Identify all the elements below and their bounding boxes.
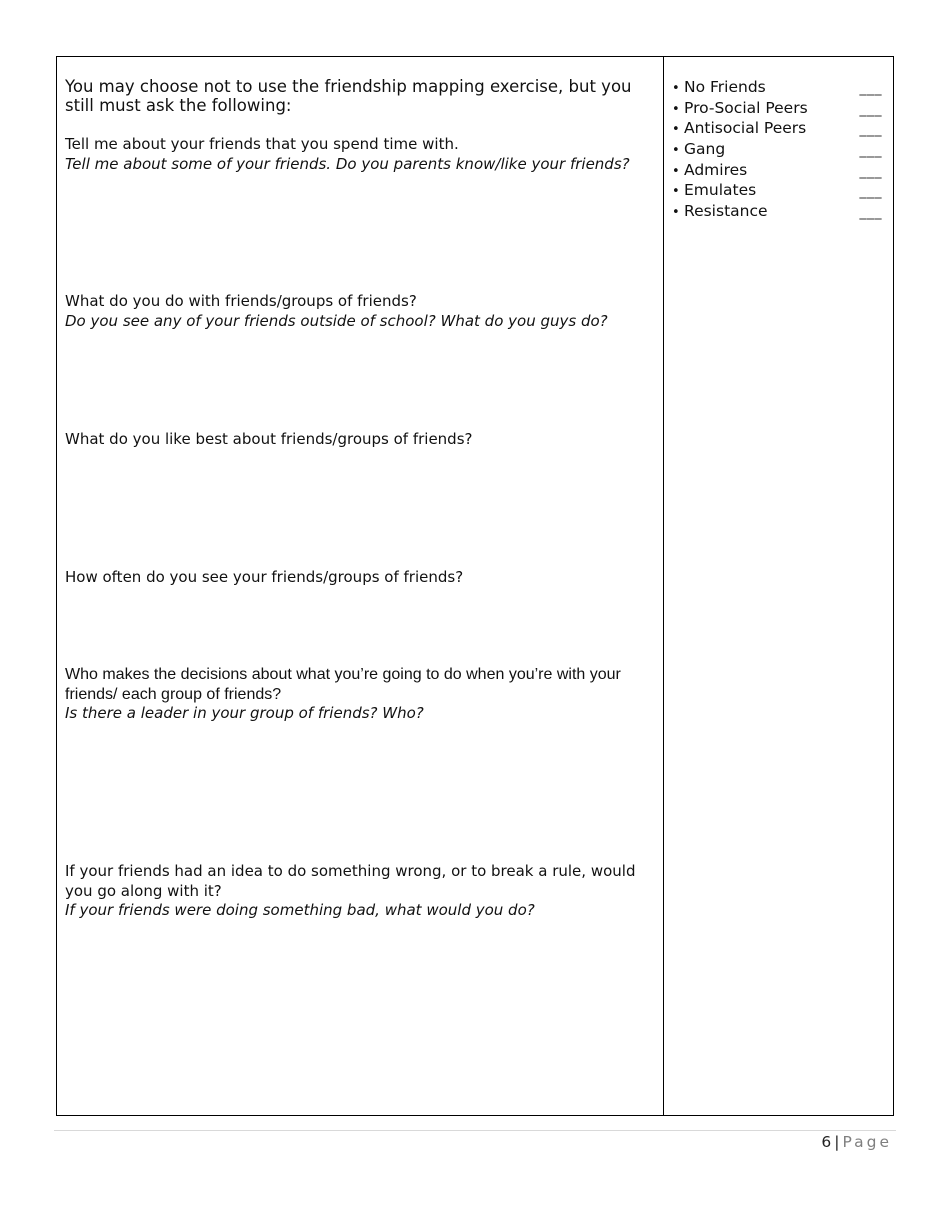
checklist-blank: ___ xyxy=(859,183,882,200)
question-text: What do you do with friends/groups of friends? xyxy=(65,292,417,310)
question-block-go-along xyxy=(65,862,657,921)
page-footer xyxy=(821,1133,892,1151)
checklist-item-gang xyxy=(672,140,882,161)
bullet-icon: • xyxy=(672,205,680,221)
probe-text: Is there a leader in your group of friends? Who? xyxy=(65,704,424,722)
bullet-icon: • xyxy=(672,184,680,200)
question-text: How often do you see your friends/groups of friends? xyxy=(65,568,464,586)
checklist-label: Emulates xyxy=(684,181,757,200)
page-number: 6 xyxy=(821,1133,832,1151)
question-block-activities xyxy=(65,292,657,331)
checklist-blank: ___ xyxy=(859,162,882,179)
checklist-label: Admires xyxy=(684,160,748,179)
bullet-icon: • xyxy=(672,163,680,179)
probe-text: Do you see any of your friends outside of school? What do you guys do? xyxy=(65,311,608,330)
bullet-icon: • xyxy=(672,122,680,138)
question-block-decisions xyxy=(65,665,657,724)
checklist-label: Antisocial Peers xyxy=(684,119,807,138)
checklist-item-pro-social-peers xyxy=(672,99,882,120)
questions-column xyxy=(57,57,664,1115)
checklist-item-antisocial-peers xyxy=(672,119,882,140)
interview-table xyxy=(56,56,894,1116)
checklist-label: Pro-Social Peers xyxy=(684,98,808,117)
checklist-item-emulates xyxy=(672,181,882,202)
question-text: Who makes the decisions about what you’re going to do when you’re with your friends/ each group of friends? xyxy=(65,666,621,703)
page-label: Page xyxy=(842,1133,892,1151)
intro-instruction: You may choose not to use the friendship mapping exercise, but you still must ask the following: xyxy=(65,77,632,115)
page-separator: | xyxy=(834,1133,840,1151)
rating-column xyxy=(664,57,893,1115)
checklist-item-admires xyxy=(672,161,882,182)
peer-checklist xyxy=(672,78,882,223)
checklist-item-no-friends xyxy=(672,78,882,99)
question-block-like-best xyxy=(65,430,657,450)
bullet-icon: • xyxy=(672,101,680,117)
probe-text: If your friends were doing something bad, what would you do? xyxy=(65,901,535,919)
checklist-label: Resistance xyxy=(684,202,768,221)
checklist-blank: ___ xyxy=(859,80,882,96)
question-block-frequency xyxy=(65,568,657,588)
bullet-icon: • xyxy=(672,143,680,159)
bullet-icon: • xyxy=(672,81,680,96)
checklist-blank: ___ xyxy=(859,142,882,159)
checklist-blank: ___ xyxy=(859,204,882,221)
checklist-blank: ___ xyxy=(859,100,882,117)
question-text: Tell me about your friends that you spend time with. xyxy=(65,135,459,153)
probe-text: Tell me about some of your friends. Do you parents know/like your friends? xyxy=(65,154,630,173)
checklist-label: Gang xyxy=(684,140,726,159)
checklist-item-resistance xyxy=(672,202,882,223)
question-text: What do you like best about friends/groups of friends? xyxy=(65,430,473,448)
checklist-label: No Friends xyxy=(684,78,766,96)
checklist-blank: ___ xyxy=(859,121,882,138)
question-block-friends xyxy=(65,135,657,174)
question-text: If your friends had an idea to do something wrong, or to break a rule, would you go along with it? xyxy=(65,862,636,900)
footer-divider xyxy=(54,1130,896,1131)
